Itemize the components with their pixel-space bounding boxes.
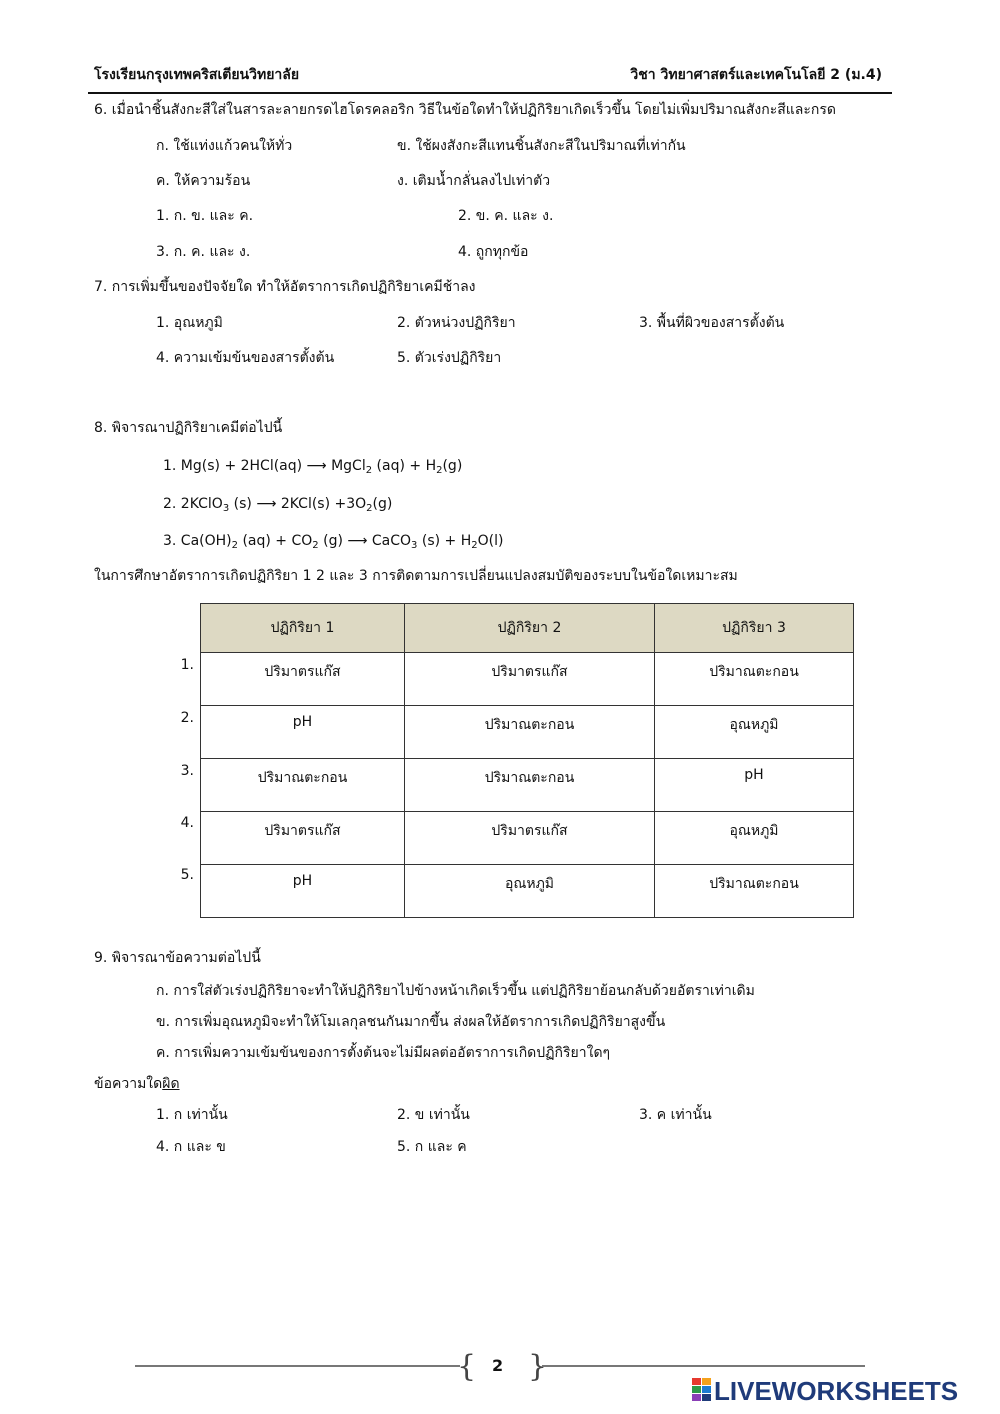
table-row-number[interactable]: 2. bbox=[180, 710, 194, 726]
table-cell: pH bbox=[201, 865, 405, 918]
table-cell: อุณหภูมิ bbox=[655, 706, 854, 759]
table-row-number[interactable]: 3. bbox=[180, 763, 194, 779]
header-rule bbox=[88, 92, 892, 94]
q8-prompt: ในการศึกษาอัตราการเกิดปฏิกิริยา 1 2 และ 3 การติดตามการเปลี่ยนแปลงสมบัติของระบบในข้อใดเหมาะสม bbox=[94, 568, 738, 584]
q9-choice-4[interactable]: 4. ก และ ข bbox=[156, 1139, 226, 1155]
table-cell: pH bbox=[201, 706, 405, 759]
q9-question: 9. พิจารณาข้อความต่อไปนี้ bbox=[94, 950, 261, 966]
q9-choice-1[interactable]: 1. ก เท่านั้น bbox=[156, 1107, 228, 1123]
table-header-cell: ปฏิกิริยา 1 bbox=[201, 604, 405, 653]
q9-prompt-underlined: ผิด bbox=[162, 1076, 180, 1092]
table-row[interactable] bbox=[201, 653, 854, 706]
q6-question: 6. เมื่อนำชิ้นสังกะสีใส่ในสารละลายกรดไฮโดรคลอริก วิธีในข้อใดทำให้ปฏิกิริยาเกิดเร็วขึ้น โดยไม่เพิ่มปริมาณสังกะสีและกรด bbox=[94, 102, 836, 118]
table-cell: ปริมาณตะกอน bbox=[405, 759, 655, 812]
q7-choice-5[interactable]: 5. ตัวเร่งปฏิกิริยา bbox=[397, 350, 502, 366]
q7-choice-4[interactable]: 4. ความเข้มข้นของสารตั้งต้น bbox=[156, 350, 335, 366]
table-cell: อุณหภูมิ bbox=[405, 865, 655, 918]
q6-item-d: ง. เติมน้ำกลั่นลงไปเท่าตัว bbox=[397, 173, 551, 189]
table-cell: pH bbox=[655, 759, 854, 812]
q6-item-a: ก. ใช้แท่งแก้วคนให้ทั่ว bbox=[156, 138, 293, 154]
table-cell: ปริมาณตะกอน bbox=[201, 759, 405, 812]
table-row[interactable] bbox=[201, 706, 854, 759]
q9-choice-2[interactable]: 2. ข เท่านั้น bbox=[397, 1107, 470, 1123]
table-row-number[interactable]: 5. bbox=[180, 867, 194, 883]
table-cell: ปริมาตรแก๊ส bbox=[201, 653, 405, 706]
q6-item-b: ข. ใช้ผงสังกะสีแทนชิ้นสังกะสีในปริมาณที่เท่ากัน bbox=[397, 138, 686, 154]
table-header-cell: ปฏิกิริยา 3 bbox=[655, 604, 854, 653]
table-header-row bbox=[201, 604, 854, 653]
q7-question: 7. การเพิ่มขึ้นของปัจจัยใด ทำให้อัตราการเกิดปฏิกิริยาเคมีช้าลง bbox=[94, 279, 476, 295]
q9-choice-3[interactable]: 3. ค เท่านั้น bbox=[639, 1107, 712, 1123]
school-name: โรงเรียนกรุงเทพคริสเตียนวิทยาลัย bbox=[94, 67, 300, 83]
table-cell: ปริมาตรแก๊ส bbox=[201, 812, 405, 865]
options-table bbox=[200, 603, 854, 918]
right-brace-icon: } bbox=[528, 1349, 548, 1384]
table-cell: ปริมาณตะกอน bbox=[655, 865, 854, 918]
table-cell: ปริมาตรแก๊ส bbox=[405, 653, 655, 706]
table-row[interactable] bbox=[201, 812, 854, 865]
table-row[interactable] bbox=[201, 759, 854, 812]
table-cell: ปริมาณตะกอน bbox=[405, 706, 655, 759]
footer-line-right bbox=[542, 1365, 865, 1367]
reaction-2: 2. 2KClO$_3$ (s) ⟶ $2KCl(s) +3O_2(g)$ bbox=[163, 496, 393, 514]
table-header-cell: ปฏิกิริยา 2 bbox=[405, 604, 655, 653]
table-row-number[interactable]: 4. bbox=[180, 815, 194, 831]
q9-statement-b: ข. การเพิ่มอุณหภูมิจะทำให้โมเลกุลชนกันมากขึ้น ส่งผลให้อัตราการเกิดปฏิกิริยาสูงขึ้น bbox=[156, 1014, 666, 1030]
q8-question: 8. พิจารณาปฏิกิริยาเคมีต่อไปนี้ bbox=[94, 420, 283, 436]
q6-choice-1[interactable]: 1. ก. ข. และ ค. bbox=[156, 208, 254, 224]
q6-item-c: ค. ให้ความร้อน bbox=[156, 173, 251, 189]
table-cell: อุณหภูมิ bbox=[655, 812, 854, 865]
left-brace-icon: { bbox=[457, 1349, 477, 1384]
table-cell: ปริมาณตะกอน bbox=[655, 653, 854, 706]
q9-choice-5[interactable]: 5. ก และ ค bbox=[397, 1139, 467, 1155]
q9-prompt: ข้อความใดผิด bbox=[94, 1076, 180, 1092]
liveworksheets-brand[interactable]: LIVEWORKSHEETS bbox=[714, 1376, 959, 1406]
q9-statement-a: ก. การใส่ตัวเร่งปฏิกิริยาจะทำให้ปฏิกิริยาไปข้างหน้าเกิดเร็วขึ้น แต่ปฏิกิริยาย้อนกลับด้วยอัตราเท่าเดิม bbox=[156, 983, 755, 999]
q7-choice-3[interactable]: 3. พื้นที่ผิวของสารตั้งต้น bbox=[639, 315, 785, 331]
liveworksheets-logo-icon bbox=[692, 1378, 712, 1402]
table-row[interactable] bbox=[201, 865, 854, 918]
q9-statement-c: ค. การเพิ่มความเข้มข้นของการตั้งต้นจะไม่มีผลต่ออัตราการเกิดปฏิกิริยาใดๆ bbox=[156, 1045, 611, 1061]
q6-choice-3[interactable]: 3. ก. ค. และ ง. bbox=[156, 244, 251, 260]
table-cell: ปริมาตรแก๊ส bbox=[405, 812, 655, 865]
q7-choice-1[interactable]: 1. อุณหภูมิ bbox=[156, 315, 223, 331]
footer-line-left bbox=[135, 1365, 460, 1367]
q6-choice-2[interactable]: 2. ข. ค. และ ง. bbox=[458, 208, 554, 224]
subject-title: วิชา วิทยาศาสตร์และเทคโนโลยี 2 (ม.4) bbox=[630, 67, 882, 83]
page-number: 2 bbox=[492, 1356, 504, 1375]
q6-choice-4[interactable]: 4. ถูกทุกข้อ bbox=[458, 244, 529, 260]
reaction-3: 3. $Ca(OH)_2$ $(aq) + CO_2$ (g) ⟶ CaCO$_3$ $(s) + H_2O(l)$ bbox=[163, 533, 504, 551]
reaction-1: 1. Mg(s) + 2HCl(aq) ⟶ MgCl$_2$ $(aq) + H_2(g)$ bbox=[163, 458, 463, 476]
q7-choice-2[interactable]: 2. ตัวหน่วงปฏิกิริยา bbox=[397, 315, 516, 331]
table-row-number[interactable]: 1. bbox=[180, 657, 194, 673]
